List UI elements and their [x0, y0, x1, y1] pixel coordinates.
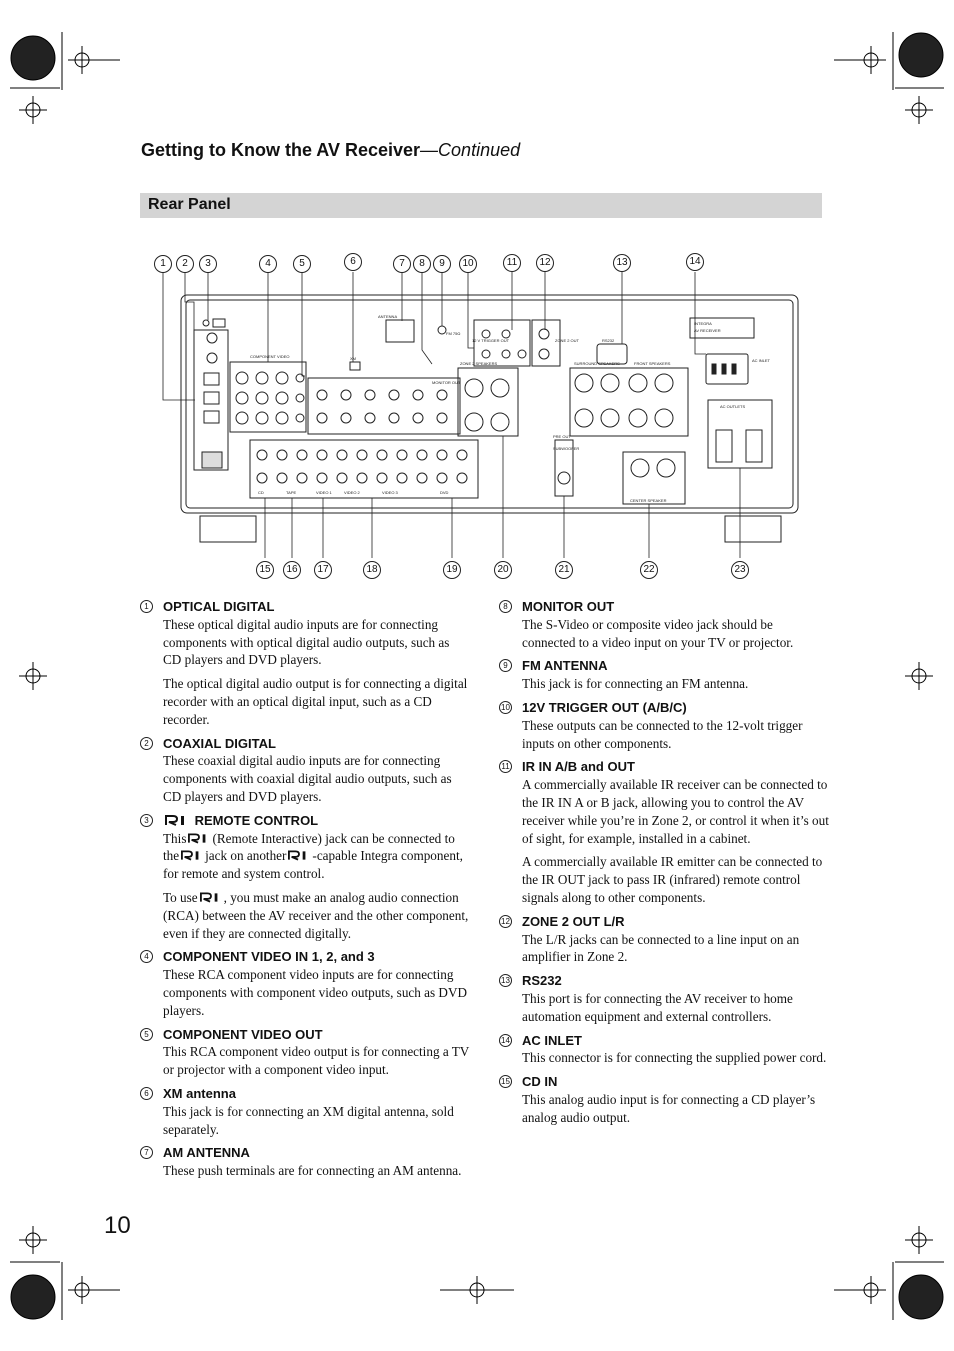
- item-text-part: -capable Integra component, for remote and system control.: [163, 848, 463, 882]
- panel-label-surround-speakers: SURROUND SPEAKERS: [574, 361, 620, 366]
- panel-label-video2: VIDEO 2: [344, 490, 360, 495]
- section-title: Rear Panel: [148, 196, 231, 213]
- item-monitor-out: [499, 598, 829, 651]
- item-number: 4: [140, 950, 153, 963]
- item-number: 7: [140, 1146, 153, 1159]
- panel-label-zone2-speakers: ZONE 2 SPEAKERS: [460, 361, 498, 366]
- callout-20: 20: [494, 561, 512, 579]
- item-number: 15: [499, 1075, 512, 1088]
- item-number: 9: [499, 659, 512, 672]
- panel-label-trigger: 12 V TRIGGER OUT: [472, 338, 510, 343]
- item-number: 10: [499, 701, 512, 714]
- item-text: These outputs can be connected to the 12-volt trigger inputs on other components.: [522, 717, 803, 751]
- panel-label-antenna: ANTENNA: [378, 314, 398, 319]
- callout-13: 13: [613, 254, 631, 272]
- item-ir-in-out: [499, 758, 829, 906]
- item-title: CD IN: [522, 1074, 558, 1090]
- item-title: AC INLET: [522, 1032, 582, 1048]
- panel-label-video1: VIDEO 1: [316, 490, 332, 495]
- item-title: OPTICAL DIGITAL: [163, 599, 275, 614]
- item-text: The S-Video or composite video jack should be connected to a video input on your TV or projector.: [522, 616, 794, 650]
- item-number: 6: [140, 1087, 153, 1100]
- item-number: 8: [499, 600, 512, 613]
- item-text: A commercially available IR receiver can be connected to the IR IN A or B jack, allowing you to control the AV receiver while you’re in Zone 2, or control it when it’s out of sight, for example, installed in a cabinet.: [522, 777, 829, 846]
- ri-logo-icon: [200, 892, 222, 903]
- item-coaxial-digital: [140, 735, 470, 806]
- item-text: The L/R jacks can be connected to a line input on an amplifier in Zone 2.: [522, 931, 800, 965]
- item-text: This jack is for connecting an FM antenna.: [522, 676, 749, 692]
- item-number: 2: [140, 737, 153, 750]
- item-title: IR IN A/B and OUT: [522, 759, 635, 775]
- item-text: The optical digital audio output is for connecting a digital recorder with an optical digital input, such as a CD recorder.: [163, 676, 468, 727]
- panel-label-subwoofer: SUBWOOFER: [553, 446, 580, 451]
- item-xm-antenna: [140, 1085, 470, 1138]
- item-title: AM ANTENNA: [163, 1145, 250, 1161]
- callout-11: 11: [503, 254, 521, 272]
- panel-label-tape: TAPE: [286, 490, 297, 495]
- item-zone2-out: [499, 913, 829, 966]
- header-continued: —Continued: [420, 140, 521, 160]
- description-column-left: [140, 598, 470, 1186]
- item-text: [163, 889, 470, 942]
- panel-label-front-speakers: FRONT SPEAKERS: [634, 361, 671, 366]
- item-number: 3: [140, 814, 153, 827]
- ri-logo-icon: [188, 833, 210, 844]
- item-title-row: [163, 812, 470, 830]
- callout-6: 6: [344, 253, 362, 271]
- ri-logo-icon: [288, 850, 310, 861]
- panel-label-integra: INTEGRA: [694, 321, 712, 326]
- callout-19: 19: [443, 561, 461, 579]
- item-rs232: [499, 972, 829, 1025]
- rear-panel-illustration: [150, 250, 810, 595]
- item-number: 11: [499, 760, 512, 773]
- description-column-right: [499, 598, 829, 1133]
- item-title: COMPONENT VIDEO OUT: [163, 1026, 323, 1042]
- item-text-part: To use: [163, 889, 198, 905]
- ri-logo-icon: [181, 850, 203, 861]
- item-text: This RCA component video output is for connecting a TV or projector with a component video input.: [163, 1044, 470, 1078]
- callout-2: 2: [176, 255, 194, 273]
- callout-3: 3: [199, 255, 217, 273]
- panel-label-ac-outlets: AC OUTLETS: [720, 404, 746, 409]
- item-number: 5: [140, 1028, 153, 1041]
- item-optical-digital: [140, 598, 470, 729]
- callout-15: 15: [256, 561, 274, 579]
- item-text: These push terminals are for connecting an AM antenna.: [163, 1163, 462, 1179]
- item-cd-in: [499, 1073, 829, 1126]
- callout-16: 16: [283, 561, 301, 579]
- callout-12: 12: [536, 254, 554, 272]
- item-title: FM ANTENNA: [522, 658, 608, 674]
- callout-21: 21: [555, 561, 573, 579]
- item-title: COMPONENT VIDEO IN 1, 2, and 3: [163, 949, 375, 965]
- item-title: REMOTE CONTROL: [194, 812, 319, 828]
- item-title: XM antenna: [163, 1085, 236, 1101]
- item-text: This jack is for connecting an XM digital antenna, sold separately.: [163, 1103, 454, 1137]
- panel-label-component-video: COMPONENT VIDEO: [250, 354, 290, 359]
- item-text-part: jack on another: [205, 848, 287, 864]
- rear-panel-diagram: [150, 250, 810, 600]
- header-title: Getting to Know the AV Receiver: [141, 140, 421, 160]
- callout-18: 18: [363, 561, 381, 579]
- callout-7: 7: [393, 255, 411, 273]
- item-text: A commercially available IR emitter can be connected to the IR OUT jack to pass IR (infrared) remote control signals along to other components.: [522, 854, 823, 905]
- item-number: 1: [140, 600, 153, 613]
- panel-label-dvd: DVD: [440, 490, 449, 495]
- panel-label-xm: XM: [350, 356, 356, 361]
- panel-label-zone2: ZONE 2 OUT: [555, 338, 580, 343]
- item-title: COAXIAL DIGITAL: [163, 735, 276, 751]
- item-title: MONITOR OUT: [522, 599, 615, 614]
- item-remote-control: [140, 812, 470, 943]
- item-text: [163, 830, 470, 883]
- callout-4: 4: [259, 255, 277, 273]
- item-component-video-in: [140, 948, 470, 1019]
- callout-23: 23: [731, 561, 749, 579]
- item-ac-inlet: [499, 1032, 829, 1068]
- page-header: [141, 140, 520, 161]
- item-fm-antenna: [499, 657, 829, 693]
- panel-label-receiver: AV RECEIVER: [694, 328, 721, 333]
- item-text-part: , you must make an analog audio connection (RCA) between the AV receiver and the other component, even if they are connected digitally.: [163, 889, 469, 941]
- callout-22: 22: [640, 561, 658, 579]
- callout-10: 10: [459, 255, 477, 273]
- page-number: 10: [104, 1212, 131, 1239]
- callout-17: 17: [314, 561, 332, 579]
- item-text: This connector is for connecting the supplied power cord.: [522, 1050, 827, 1066]
- item-text: This analog audio input is for connecting a CD player’s analog audio output.: [522, 1091, 816, 1125]
- panel-label-cd: CD: [258, 490, 264, 495]
- callout-5: 5: [293, 255, 311, 273]
- panel-label-video3: VIDEO 3: [382, 490, 398, 495]
- panel-label-rs232: RS232: [602, 338, 615, 343]
- item-number: 13: [499, 974, 512, 987]
- item-text-part: (Remote Interactive) jack can be connected to the: [163, 830, 455, 864]
- ri-logo-icon: [165, 815, 189, 826]
- item-text: This port is for connecting the AV receiver to home automation equipment and external controllers.: [522, 990, 793, 1024]
- panel-label-fm75: FM 75Ω: [446, 331, 461, 336]
- panel-label-ac-inlet: AC INLET: [752, 358, 771, 363]
- item-text: These optical digital audio inputs are for connecting components with optical digital audio outputs, such as CD players and DVD players.: [163, 616, 450, 668]
- item-am-antenna: [140, 1144, 470, 1180]
- item-number: 14: [499, 1034, 512, 1047]
- panel-label-pre-out: PRE OUT: [553, 434, 571, 439]
- item-text-part: This: [163, 830, 187, 846]
- section-bar: [140, 193, 822, 218]
- callout-1: 1: [154, 255, 172, 273]
- callout-14: 14: [686, 253, 704, 271]
- item-title: 12V TRIGGER OUT (A/B/C): [522, 699, 687, 715]
- callout-9: 9: [433, 255, 451, 273]
- item-12v-trigger: [499, 699, 829, 752]
- panel-label-monitor: MONITOR OUT: [432, 380, 461, 385]
- item-text: These coaxial digital audio inputs are for connecting components with coaxial digital audio outputs, such as CD players and DVD players.: [163, 753, 452, 804]
- item-title: RS232: [522, 973, 562, 989]
- panel-label-center-speaker: CENTER SPEAKER: [630, 498, 667, 503]
- callout-8: 8: [413, 255, 431, 273]
- item-title: ZONE 2 OUT L/R: [522, 913, 625, 929]
- item-number: 12: [499, 915, 512, 928]
- item-component-video-out: [140, 1026, 470, 1079]
- item-text: These RCA component video inputs are for connecting components with component video outputs, such as DVD players.: [163, 967, 468, 1018]
